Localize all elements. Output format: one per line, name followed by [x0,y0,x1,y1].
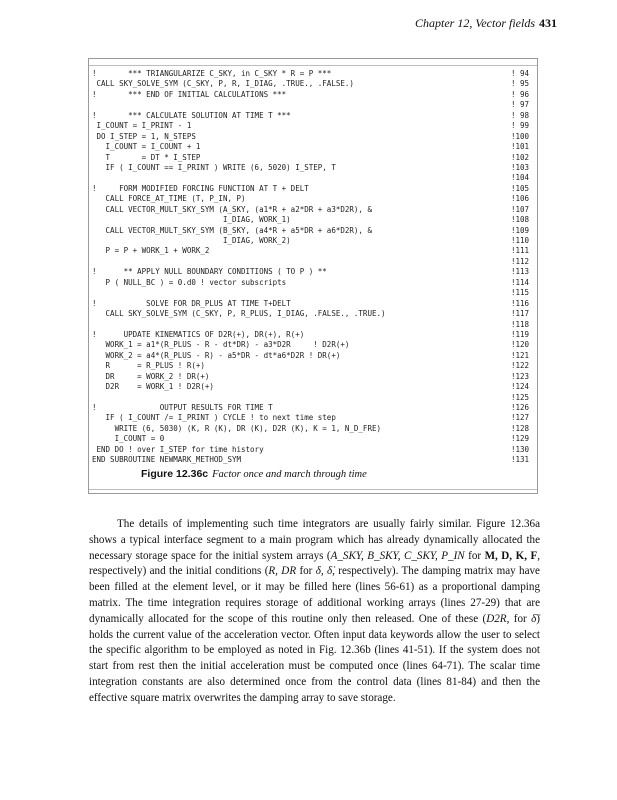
code-line [92,424,529,434]
code-line-text: END DO ! over I_STEP for time history [92,444,264,454]
code-line-text: IF ( I_COUNT == I_PRINT ) WRITE (6, 5020) I_STEP, T [92,162,336,172]
code-line-number: !126 [510,403,529,412]
para-text: for [296,565,316,578]
code-line [92,205,529,215]
code-line-number: !117 [510,309,529,319]
code-line-number: !124 [510,382,529,392]
code-line-text: D2R = WORK_1 ! D2R(+) [92,382,214,392]
figure-label: Figure 12.36c [141,468,209,480]
code-line-text: R = R_PLUS ! R(+) [92,361,205,371]
code-line-text: ! *** END OF INITIAL CALCULATIONS *** [92,89,287,99]
code-line-text: DR = WORK_2 ! DR(+) [92,371,210,381]
para-text: , respectively). The damping matrix may have been filled at the element level, or it may be filled here (lines 56-61) as a proportional damping matrix. The time integration requires storage of additional working arrays (lines 27-29) that are dynamically allocated for the scope of this routine only then released. One of these ( [89,565,540,625]
code-line-text: ! UPDATE KINEMATICS OF D2R(+), DR(+), R(+) [92,329,305,339]
code-line-number: !121 [510,350,529,360]
code-line-number: !116 [510,298,529,308]
bottom-rule [89,489,537,490]
code-line [92,132,529,142]
para-bold: M, D, K, F [484,549,538,562]
code-line-number: !118 [510,319,529,329]
para-italic: δ, δ̇ [315,565,333,578]
code-line-number: ! 99 [510,121,529,131]
code-line-text: I_DIAG, WORK_1) [92,215,291,225]
code-line [92,163,529,173]
code-line-text: T = DT * I_STEP [92,152,201,162]
code-line [92,413,529,423]
code-listing [92,69,529,466]
code-line-text: END SUBROUTINE NEWMARK_METHOD_SYM [92,455,242,465]
code-line [92,299,529,309]
code-line-number: !127 [510,413,529,423]
code-line-number: ! 96 [510,89,529,99]
code-line-number: !106 [510,194,529,204]
page-header [415,16,557,31]
code-line-number: !131 [510,455,529,465]
code-line [92,320,529,330]
code-line-text: CALL SKY_SOLVE_SYM (C_SKY, P, R, I_DIAG, .TRUE., .FALSE.) [92,79,354,89]
figure-caption [141,468,367,480]
para-italic: δ̈ [531,612,537,625]
code-line [92,403,529,413]
code-line-number: !110 [510,236,529,245]
top-rule [89,65,537,66]
code-line [92,445,529,455]
code-line-text: CALL SKY_SOLVE_SYM (C_SKY, P, R_PLUS, I_DIAG, .FALSE., .TRUE.) [92,309,386,319]
code-line [92,278,529,288]
code-line-number: !102 [510,152,529,162]
code-line-text: ! *** TRIANGULARIZE C_SKY, in C_SKY * R = P *** [92,69,332,78]
para-text: The details of implementing such time integrators are usually fairly similar. Figure 12.36a shows a typical interface segment to a main program which has already dynamically allocated the necessary storage space for the initial system arrays ( [89,518,540,562]
code-line [92,236,529,246]
code-line [92,121,529,131]
code-line-number: !119 [510,329,529,339]
code-line [92,309,529,319]
code-line [92,184,529,194]
code-line-number: !109 [510,225,529,235]
code-line-text: WORK_1 = a1*(R_PLUS - R - dt*DR) - a3*D2R ! D2R(+) [92,340,350,350]
code-line-number: !114 [510,277,529,287]
code-line-text: WRITE (6, 5030) (K, R (K), DR (K), D2R (K), K = 1, N_D_FRE) [92,423,381,433]
code-line-number: !111 [510,246,529,256]
code-line-number: ! 95 [510,79,529,89]
code-line-number: ! 97 [510,100,529,110]
para-italic: A_SKY, B_SKY, C_SKY, P_IN [330,549,465,562]
figure-caption-text: Factor once and march through time [212,469,367,480]
code-line [92,382,529,392]
code-line [92,194,529,204]
code-listing-box [88,58,538,494]
page-number: 431 [539,16,557,30]
code-line-number: ! 98 [510,110,529,120]
code-line-text: ! FORM MODIFIED FORCING FUNCTION AT T + DELT [92,183,309,193]
code-line [92,267,529,277]
code-line-number: !123 [510,371,529,381]
code-line [92,361,529,371]
code-line-text: ! ** APPLY NULL BOUNDARY CONDITIONS ( TO P ) ** [92,267,327,277]
code-line [92,100,529,110]
code-line [92,455,529,465]
para-italic: R, DR [268,565,297,578]
code-line-text: IF ( I_COUNT /= I_PRINT ) CYCLE ! to next time step [92,413,336,423]
code-line-number: !120 [510,340,529,350]
code-line-number: !100 [510,131,529,141]
code-line-text: I_COUNT = 0 [92,434,165,444]
code-line [92,215,529,225]
code-line-number: !129 [510,434,529,444]
code-line [92,372,529,382]
code-line-number: !104 [510,173,529,183]
code-line [92,288,529,298]
code-line-number: !125 [510,392,529,402]
code-line-number: !130 [510,444,529,454]
code-line-text: I_DIAG, WORK_2) [92,236,291,245]
code-line [92,79,529,89]
code-line-text: P = P + WORK_1 + WORK_2 [92,246,210,256]
code-line-text: ! OUTPUT RESULTS FOR TIME T [92,403,273,412]
code-line [92,111,529,121]
code-line [92,69,529,79]
para-text: , for [506,612,532,625]
code-line [92,90,529,100]
code-line-text: I_COUNT = I_PRINT - 1 [92,121,192,131]
code-line [92,330,529,340]
code-line-number: !105 [510,183,529,193]
code-line [92,142,529,152]
code-line-text: ! *** CALCULATE SOLUTION AT TIME T *** [92,110,291,120]
code-line-number: !115 [510,288,529,298]
code-line-text: CALL FORCE_AT_TIME (T, P_IN, P) [92,194,246,204]
code-line-number: !112 [510,256,529,266]
code-line-number: !128 [510,423,529,433]
code-line [92,173,529,183]
code-line-number: !122 [510,361,529,371]
para-text: , respectively) and the initial conditions ( [89,549,541,578]
code-line [92,340,529,350]
para-italic: D2R [486,612,507,625]
code-line-number: !108 [510,215,529,225]
code-line-number: ! 94 [510,69,529,78]
code-line [92,434,529,444]
para-text: for [464,549,485,562]
para-text: ) holds the current value of the acceleration vector. Often input data keywords allow the user to select the specific algorithm to be employed as noted in Fig. 12.36b (lines 41-51). If the system does not start from rest then the initial acceleration must be computed once (lines 64-71). The scalar time integration constants are also determined once from the control data (lines 81-84) and then the effective square matrix overwrites the damping array to save storage. [89,612,540,704]
code-line [92,246,529,256]
chapter-title: Chapter 12, Vector fields [415,16,535,30]
code-line [92,257,529,267]
code-line-number: !103 [510,162,529,172]
code-line-text: WORK_2 = a4*(R_PLUS - R) - a5*DR - dt*a6*D2R ! DR(+) [92,350,341,360]
code-line-number: !113 [510,267,529,277]
code-line [92,393,529,403]
code-line [92,153,529,163]
code-line-text: P ( NULL_BC ) = 0.d0 ! vector subscripts [92,277,287,287]
code-line-text: CALL VECTOR_MULT_SKY_SYM (B_SKY, (a4*R + a5*DR + a6*D2R), & [92,225,372,235]
code-line-text: ! SOLVE FOR DR_PLUS AT TIME T+DELT [92,298,291,308]
code-line-text: CALL VECTOR_MULT_SKY_SYM (A_SKY, (a1*R + a2*DR + a3*D2R), & [92,204,372,214]
code-line-text: I_COUNT = I_COUNT + 1 [92,142,201,152]
body-paragraph [89,517,540,707]
code-line-number: !107 [510,204,529,214]
code-line-text: DO I_STEP = 1, N_STEPS [92,131,196,141]
code-line [92,351,529,361]
code-line [92,226,529,236]
code-line-number: !101 [510,142,529,152]
